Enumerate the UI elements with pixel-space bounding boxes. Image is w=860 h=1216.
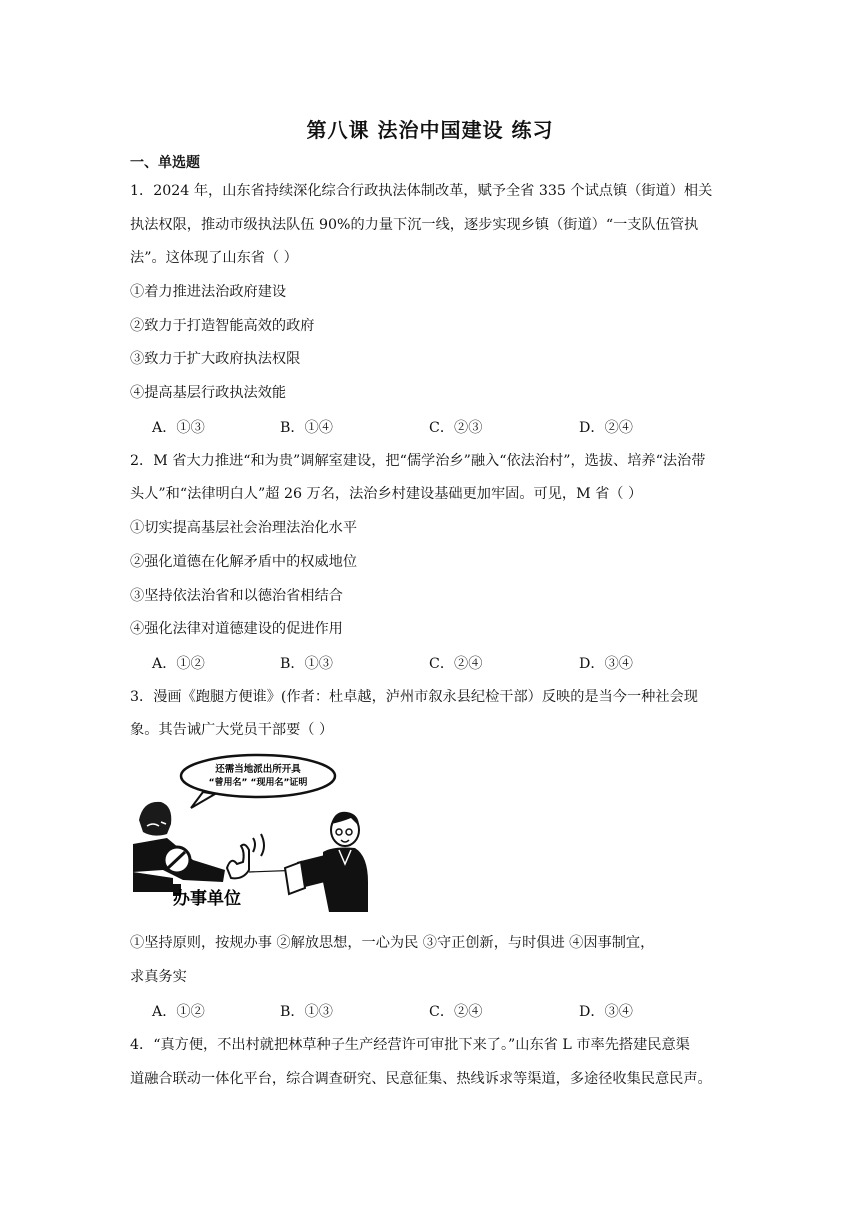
question-2-item-3: ③坚持依法治省和以德治省相结合	[130, 588, 343, 604]
question-2-item-2: ②强化道德在化解矛盾中的权威地位	[130, 554, 358, 570]
question-1-item-2: ②致力于打造智能高效的政府	[130, 318, 315, 334]
question-1-options	[152, 417, 752, 437]
question-2-item-1: ①切实提高基层社会治理法治化水平	[130, 520, 358, 536]
hand	[227, 845, 249, 879]
option-d[interactable]: D．③④	[579, 1004, 633, 1020]
option-c[interactable]: C．②④	[429, 1004, 483, 1020]
bubble-text-2: “曾用名” “现用名”证明	[208, 778, 308, 788]
question-1-line-3: 法”。这体现了山东省（ ）	[130, 250, 298, 266]
section-heading: 一、单选题	[130, 155, 200, 171]
citizen-figure	[285, 812, 368, 912]
cartoon-image	[133, 752, 368, 912]
question-4-line-2: 道融合联动一体化平台，综合调查研究、民意征集、热线诉求等渠道，多途径收集民意民声。	[130, 1071, 712, 1087]
option-d[interactable]: D．③④	[579, 656, 633, 672]
question-2-line-1: 2．M 省大力推进“和为贵”调解室建设，把“儒学治乡”融入“依法治村”，选拔、培养“法治带	[130, 453, 706, 469]
option-b[interactable]: B．①③	[280, 656, 333, 672]
option-c[interactable]: C．②④	[429, 656, 483, 672]
question-3-line-2: 象。其告诫广大党员干部要（ ）	[130, 722, 334, 738]
question-4-line-1: 4．“真方便，不出村就把林草种子生产经营许可审批下来了。”山东省 L 市率先搭建民意渠	[130, 1037, 690, 1053]
option-c[interactable]: C．②③	[429, 420, 483, 436]
question-1-line-1: 1．2024 年，山东省持续深化综合行政执法体制改革，赋予全省 335 个试点镇（街道）相关	[130, 183, 713, 199]
question-3-options	[152, 1001, 752, 1021]
option-a[interactable]: A．①③	[152, 420, 205, 436]
speech-bubble	[181, 755, 335, 797]
question-2-item-4: ④强化法律对道德建设的促进作用	[130, 621, 343, 637]
question-1-item-1: ①着力推进法治政府建设	[130, 284, 287, 300]
bubble-text-1: 还需当地派出所开具	[215, 764, 301, 775]
option-d[interactable]: D．②④	[579, 420, 633, 436]
option-a[interactable]: A．①②	[152, 1004, 205, 1020]
office-sign-text: 办事单位	[173, 889, 241, 909]
question-2-line-2: 头人”和“法律明白人”超 26 万名，法治乡村建设基础更加牢固。可见，M 省（ ）	[130, 486, 643, 502]
option-b[interactable]: B．①④	[280, 420, 333, 436]
option-a[interactable]: A．①②	[152, 656, 205, 672]
question-3-items-line-2: 求真务实	[130, 969, 187, 985]
question-2-options	[152, 653, 752, 673]
question-1-item-3: ③致力于扩大政府执法权限	[130, 351, 301, 367]
option-b[interactable]: B．①③	[280, 1004, 333, 1020]
question-3-line-1: 3．漫画《跑腿方便谁》(作者：杜卓越，泸州市叙永县纪检干部）反映的是当今一种社会现	[130, 689, 698, 705]
official-figure	[133, 802, 225, 896]
question-3-items-line-1: ①坚持原则，按规办事 ②解放思想，一心为民 ③守正创新，与时俱进 ④因事制宜，	[130, 935, 655, 951]
question-1-line-2: 执法权限，推动市级执法队伍 90%的力量下沉一线，逐步实现乡镇（街道）“一支队伍管执	[130, 217, 699, 233]
page-title: 第八课 法治中国建设 练习	[306, 118, 554, 142]
question-1-item-4: ④提高基层行政执法效能	[130, 385, 287, 401]
